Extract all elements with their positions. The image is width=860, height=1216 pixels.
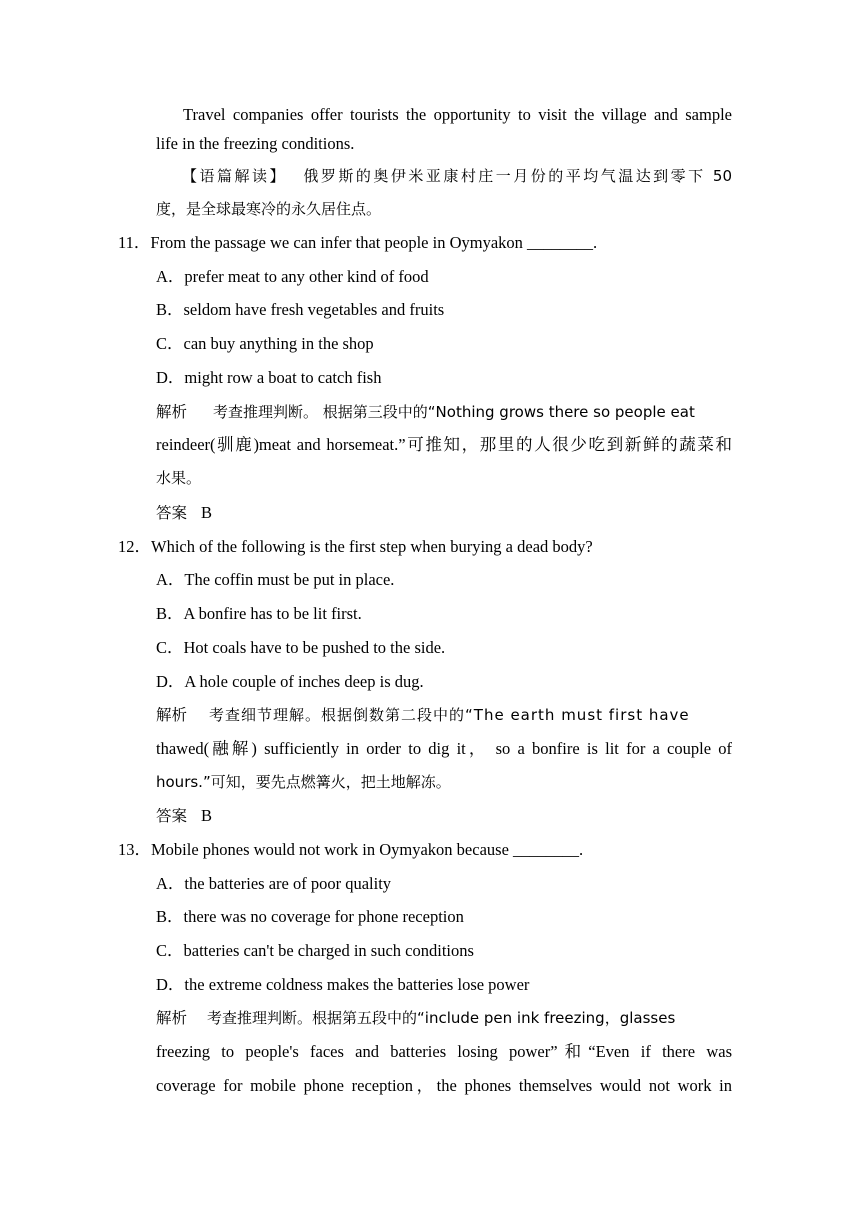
question-12-analysis-line-1 (156, 705, 732, 725)
question-12-analysis-line-2: thawed(融解) sufficiently in order to dig it， so a bonfire is lit for a couple of (156, 739, 732, 758)
question-11-option-a: A．prefer meat to any other kind of food (156, 267, 429, 286)
question-11-analysis-line-3: 水果。 (156, 469, 202, 487)
question-11-option-b: B．seldom have fresh vegetables and fruits (156, 300, 445, 319)
question-13-analysis-line-1 (156, 1008, 732, 1028)
question-11-analysis-line-1 (156, 402, 732, 422)
intro-line-1: Travel companies offer tourists the opportunity to visit the village and sample (183, 105, 732, 124)
question-13-option-d: D．the extreme coldness makes the batteries lose power (156, 975, 530, 994)
question-11-stem: 11．From the passage we can infer that people in Oymyakon ________. (118, 233, 598, 252)
question-11-answer (156, 503, 212, 523)
analysis-text: 考查细节理解。根据倒数第二段中的“The earth must first have (209, 706, 690, 724)
summary-text-1: 俄罗斯的奥伊米亚康村庄一月份的平均气温达到零下 50 (300, 167, 732, 185)
analysis-label: 解析 (156, 403, 188, 421)
question-11-analysis-line-2: reindeer(驯鹿)meat and horsemeat.”可推知，那里的人很少吃到新鲜的蔬菜和 (156, 435, 732, 454)
question-13-option-c: C．batteries can't be charged in such conditions (156, 941, 474, 960)
analysis-text: 考查推理判断。根据第五段中的“include pen ink freezing，glasses (207, 1009, 676, 1027)
question-12-option-c: C．Hot coals have to be pushed to the side. (156, 638, 446, 657)
question-13-stem: 13．Mobile phones would not work in Oymyakon because ________. (118, 840, 584, 859)
question-12-option-d: D．A hole couple of inches deep is dug. (156, 672, 424, 691)
question-12-answer (156, 806, 212, 826)
question-13-option-a: A．the batteries are of poor quality (156, 874, 392, 893)
question-11-option-c: C．can buy anything in the shop (156, 334, 374, 353)
question-12-option-a: A．The coffin must be put in place. (156, 570, 395, 589)
analysis-text: 考查推理判断。 根据第三段中的“Nothing grows there so people eat (213, 403, 695, 421)
analysis-label: 解析 (156, 1009, 188, 1027)
intro-line-2: life in the freezing conditions. (156, 134, 355, 153)
question-13-analysis-line-3: coverage for mobile phone reception，the phones themselves would not work in (156, 1076, 732, 1095)
summary-line-2: 度，是全球最寒冷的永久居住点。 (156, 200, 382, 218)
question-11-option-d: D．might row a boat to catch fish (156, 368, 382, 387)
answer-label: 答案 (156, 807, 188, 825)
question-13-analysis-line-2: freezing to people's faces and batteries losing power”和“Even if there was (156, 1042, 732, 1061)
question-12-option-b: B．A bonfire has to be lit first. (156, 604, 362, 623)
answer-value: B (201, 806, 213, 825)
analysis-label: 解析 (156, 706, 188, 724)
summary-line-1 (182, 166, 732, 186)
question-13-option-b: B．there was no coverage for phone reception (156, 907, 464, 926)
question-12-analysis-line-3: hours.”可知，要先点燃篝火，把土地解冻。 (156, 773, 451, 791)
summary-label: 【语篇解读】 (182, 167, 287, 185)
answer-value: B (201, 503, 213, 522)
answer-label: 答案 (156, 504, 188, 522)
question-12-stem: 12．Which of the following is the first step when burying a dead body? (118, 537, 593, 556)
